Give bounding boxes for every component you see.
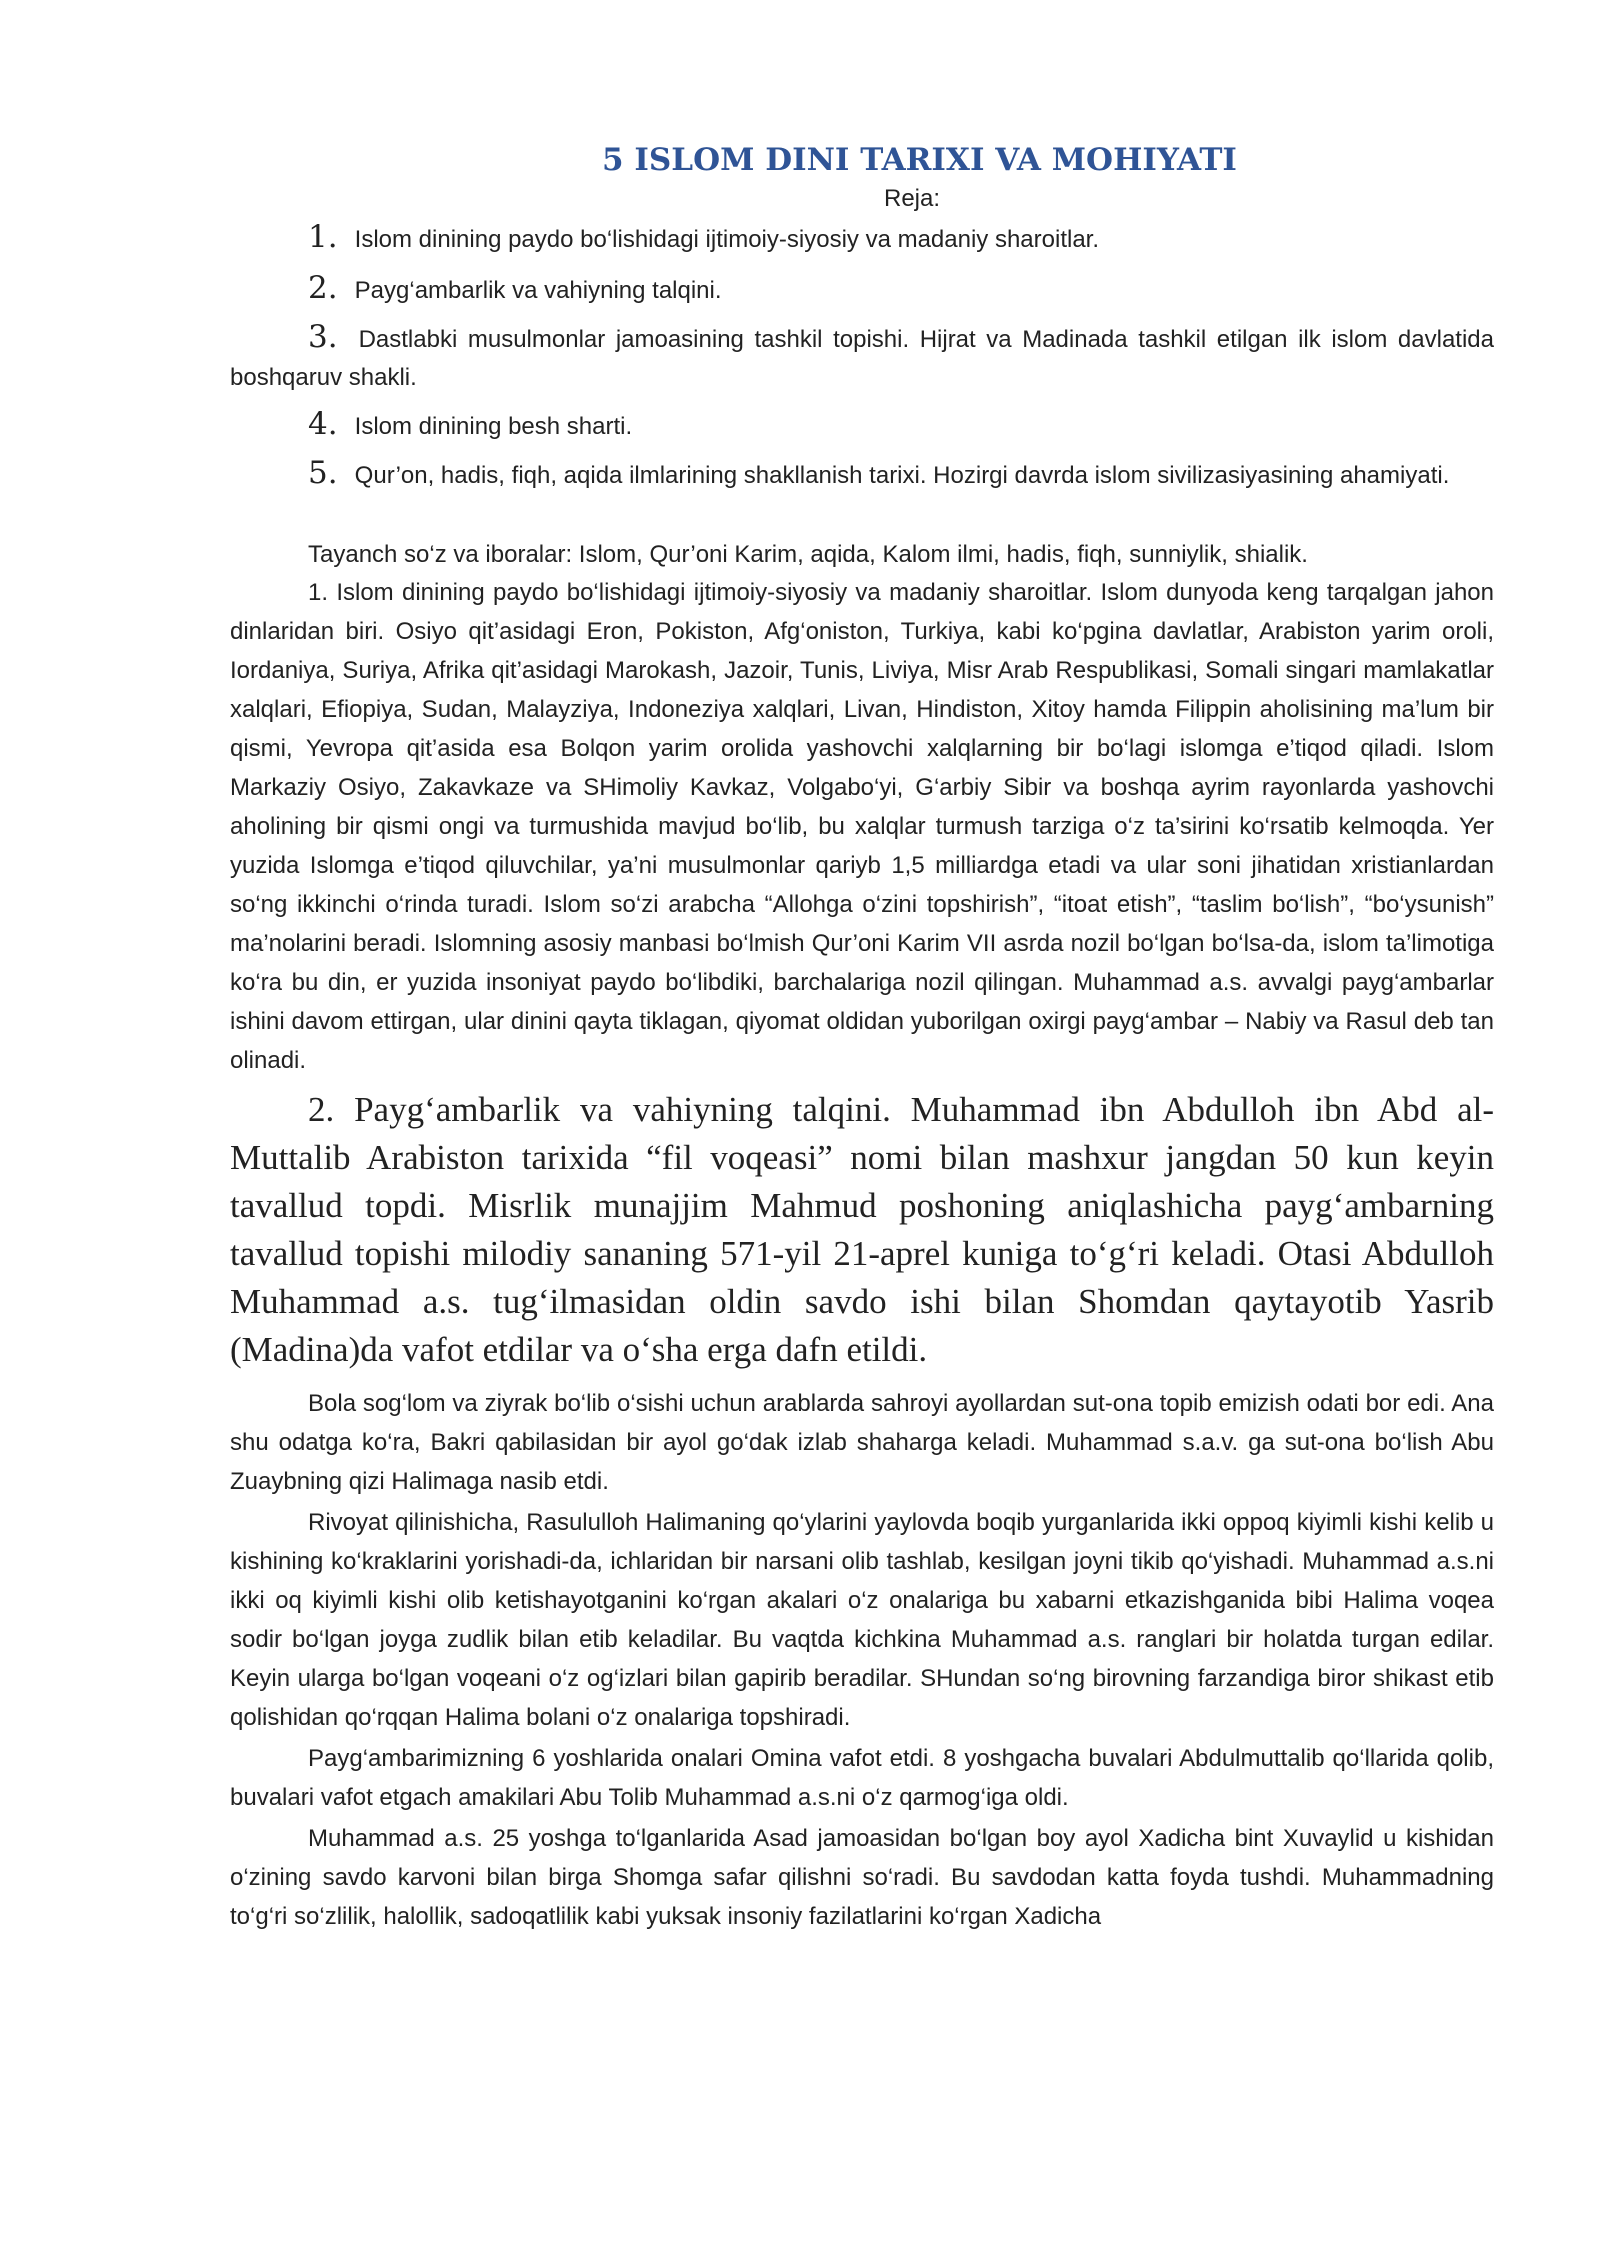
plan-label: Reja:	[883, 185, 941, 212]
body-paragraph: Muhammad a.s. 25 yoshga to‘lganlarida Asad jamoasidan bo‘lgan boy ayol Xadicha bint Xuvaylid u kishidan o‘zining savdo karvoni bilan birga Shomga safar qilishni so‘radi. Bu savdodan katta foyda tushdi. Muhammadning to‘g‘ri so‘zlilik, halollik, sadoqatlilik kabi yuksak insoniy fazilatlarini ko‘rgan Xadicha	[230, 1825, 1494, 1930]
body-paragraph-large: 2. Payg‘ambarlik va vahiyning talqini. Muhammad ibn Abdulloh ibn Abd al-Muttalib Arabiston tarixida “fil voqeasi” nomi bilan mashxur jangdan 50 kun keyin tavallud topdi. Misrlik munajjim Mahmud poshoning aniqlashicha payg‘ambarning tavallud topishi milodiy sananing 571-yil 21-aprel kuniga to‘g‘ri keladi. Otasi Abdulloh Muhammad a.s. tug‘ilmasidan oldin savdo ishi bilan Shomdan qaytayotib Yasrib (Madina)da vafot etdilar va o‘sha erga dafn etildi.	[230, 1090, 1494, 1369]
plan-item-text: Payg‘ambarlik va vahiyning talqini.	[354, 277, 722, 304]
plan-item-number: 4.	[308, 406, 338, 442]
document-page	[230, 140, 1494, 1936]
body-paragraph: 1. Islom dinining paydo bo‘lishidagi ijtimoiy-siyosiy va madaniy sharoitlar. Islom dunyoda keng tarqalgan jahon dinlaridan biri. Osiyo qit’asidagi Eron, Pokiston, Afg‘oniston, Turkiya, kabi ko‘pgina davlatlar, Arabiston yarim oroli, Iordaniya, Suriya, Afrika qit’asidagi Marokash, Jazoir, Tunis, Liviya, Misr Arab Respublikasi, Somali singari mamlakatlar xalqlari, Efiopiya, Sudan, Malayziya, Indoneziya xalqlari, Livan, Hindiston, Xitoy hamda Filippin aholisining ma’lum bir qismi, Yevropa qit’asida esa Bolqon yarim orolida yashovchi xalqlarning bir bo‘lagi islomga e’tiqod qiladi. Islom Markaziy Osiyo, Zakavkaze va SHimoliy Kavkaz, Volgabo‘yi, G‘arbiy Sibir va boshqa ayrim rayonlarda yashovchi aholining bir qismi ongi va turmushida mavjud bo‘lib, bu xalqlar turmush tarziga o‘z ta’sirini ko‘rsatib kelmoqda. Yer yuzida Islomga e’tiqod qiluvchilar, ya’ni musulmonlar qariyb 1,5 milliardga etadi va ular soni jihatidan xristianlardan so‘ng ikkinchi o‘rinda turadi. Islom so‘zi arabcha “Allohga o‘zini topshirish”, “itoat etish”, “taslim bo‘lish”, “bo‘ysunish” ma’nolarini beradi. Islomning asosiy manbasi bo‘lmish Qur’oni Karim VII asrda nozil bo‘lgan bo‘lsa-da, islom ta’limotiga ko‘ra bu din, er yuzida insoniyat paydo bo‘libdiki, barchalariga nozil qilingan. Muhammad a.s. avvalgi payg‘ambarlar ishini davom ettirgan, ular dinini qayta tiklagan, qiyomat oldidan yuborilgan oxirgi payg‘ambar – Nabiy va Rasul deb tan olinadi.	[230, 579, 1494, 1074]
keywords-line: Tayanch so‘z va iboralar: Islom, Qur’oni Karim, aqida, Kalom ilmi, hadis, fiqh, sunniylik, shialik.	[308, 541, 1308, 568]
plan-item	[230, 403, 1494, 448]
plan-item-text: Islom dinining paydo bo‘lishidagi ijtimoiy-siyosiy va madaniy sharoitlar.	[354, 226, 1100, 253]
body-paragraph: Bola sog‘lom va ziyrak bo‘lib o‘sishi uchun arablarda sahroyi ayollardan sut-ona topib emizish odati bor edi. Ana shu odatga ko‘ra, Bakri qabilasidan bir ayol go‘dak izlab shaharga keladi. Muhammad s.a.v. ga sut-ona bo‘lish Abu Zuaybning qizi Halimaga nasib etdi.	[230, 1390, 1494, 1495]
plan-item-text: Qur’on, hadis, fiqh, aqida ilmlarining shakllanish tarixi. Hozirgi davrda islom sivilizasiyasining ahamiyati.	[354, 462, 1450, 489]
plan-item	[230, 318, 1494, 397]
plan-list	[230, 216, 1494, 495]
plan-item-number: 5.	[308, 455, 338, 491]
plan-item-text: Dastlabki musulmonlar jamoasining tashkil topishi. Hijrat va Madinada tashkil etilgan ilk islom davlatida boshqaruv shakli.	[230, 326, 1494, 391]
plan-item	[230, 267, 1494, 312]
body-paragraph: Payg‘ambarimizning 6 yoshlarida onalari Omina vafot etdi. 8 yoshgacha buvalari Abdulmuttalib qo‘llarida qolib, buvalari vafot etgach amakilari Abu Tolib Muhammad a.s.ni o‘z qarmog‘iga oldi.	[230, 1745, 1494, 1811]
plan-item-text: Islom dinining besh sharti.	[354, 413, 633, 440]
plan-item-number: 1.	[308, 219, 338, 255]
plan-item	[230, 454, 1494, 495]
body-paragraph: Rivoyat qilinishicha, Rasululloh Halimaning qo‘ylarini yaylovda boqib yurganlarida ikki oppoq kiyimli kishi kelib u kishining ko‘kraklarini yorishadi-da, ichlaridan bir narsani olib tashlab, kesilgan joyni tikib qo‘yishadi. Muhammad a.s.ni ikki oq kiyimli kishi olib ketishayotganini ko‘rgan akalari o‘z onalariga bu xabarni etkazishganida bibi Halima voqea sodir bo‘lgan joyga zudlik bilan etib keladilar. Bu vaqtda kichkina Muhammad a.s. ranglari bir holatda turgan edilar. Keyin ularga bo‘lgan voqeani o‘z og‘izlari bilan gapirib beradilar. SHundan so‘ng birovning farzandiga biror shikast etib qolishidan qo‘rqqan Halima bolani o‘z onalariga topshiradi.	[230, 1509, 1494, 1731]
plan-item-number: 2.	[308, 270, 338, 306]
document-title: 5 ISLOM DINI TARIXI VA MOHIYATI	[602, 142, 1237, 178]
plan-item-number: 3.	[308, 319, 338, 355]
plan-item	[230, 216, 1494, 261]
